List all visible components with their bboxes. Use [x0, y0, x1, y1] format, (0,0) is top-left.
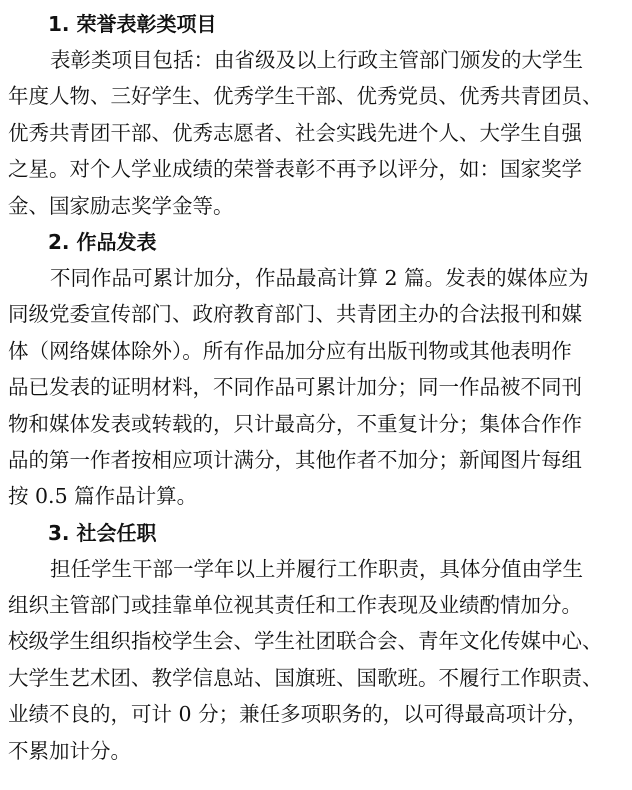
paragraph-line: 同级党委宣传部门、政府教育部门、共青团主办的合法报刊和媒: [8, 302, 582, 327]
paragraph-line: 按 0.5 篇作品计算。: [8, 484, 198, 509]
section-heading: 3. 社会任职: [48, 520, 157, 545]
paragraph-line: 业绩不良的，可计 0 分；兼任多项职务的，以可得最高项计分，: [8, 702, 588, 727]
paragraph-line: 大学生艺术团、教学信息站、国旗班、国歌班。不履行工作职责、: [8, 665, 603, 690]
paragraph-line: 组织主管部门或挂靠单位视其责任和工作表现及业绩酌情加分。: [8, 593, 582, 618]
section-heading: 1. 荣誉表彰类项目: [48, 12, 217, 36]
paragraph-line: 金、国家励志奖学金等。: [8, 193, 234, 218]
section-paragraph: [8, 260, 624, 515]
paragraph-line: 之星。对个人学业成绩的荣誉表彰不再予以评分，如：国家奖学: [8, 157, 582, 182]
paragraph-line: 不累加计分。: [8, 738, 131, 763]
paragraph-line: 物和媒体发表或转载的，只计最高分，不重复计分；集体合作作: [8, 411, 582, 436]
paragraph-line: 优秀共青团干部、优秀志愿者、社会实践先进个人、大学生自强: [8, 120, 582, 145]
section-publications: [8, 224, 624, 515]
section-heading: 2. 作品发表: [48, 229, 157, 254]
paragraph-line: 表彰类项目包括：由省级及以上行政主管部门颁发的大学生: [50, 48, 583, 72]
section-paragraph: [8, 42, 624, 224]
paragraph-line: 品已发表的证明材料，不同作品可累计加分；同一作品被不同刊: [8, 375, 582, 400]
paragraph-line: 年度人物、三好学生、优秀学生干部、优秀党员、优秀共青团员、: [8, 84, 603, 109]
paragraph-line: 校级学生组织指校学生会、学生社团联合会、青年文化传媒中心、: [8, 629, 603, 654]
section-honors: [8, 6, 624, 224]
section-social-positions: [8, 515, 624, 769]
paragraph-line: 担任学生干部一学年以上并履行工作职责，具体分值由学生: [50, 556, 583, 581]
paragraph-line: 品的第一作者按相应项计满分，其他作者不加分；新闻图片每组: [8, 447, 582, 472]
paragraph-line: 不同作品可累计加分，作品最高计算 2 篇。发表的媒体应为: [50, 265, 589, 290]
section-paragraph: [8, 551, 624, 769]
paragraph-line: 体（网络媒体除外）。所有作品加分应有出版刊物或其他表明作: [8, 338, 572, 363]
